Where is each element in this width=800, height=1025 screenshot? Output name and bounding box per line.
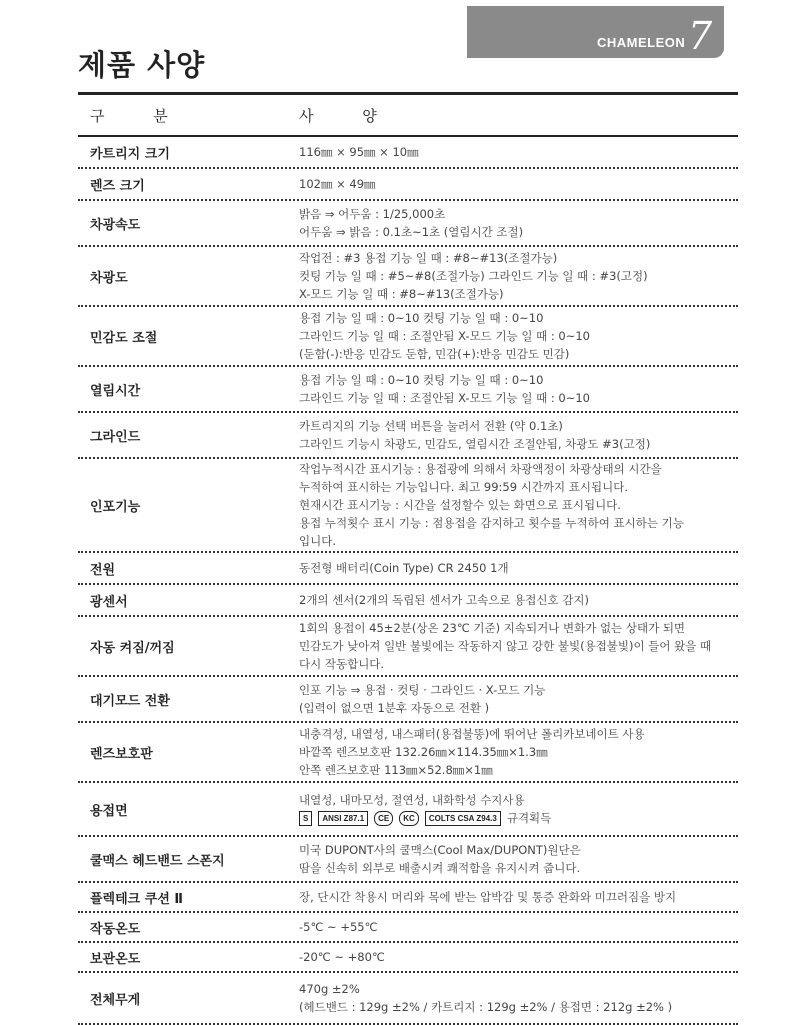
spec-value <box>299 913 738 941</box>
spec-value <box>299 973 738 1023</box>
spec-row <box>78 307 738 367</box>
spec-label: 광센서 <box>90 594 128 610</box>
spec-label: 전원 <box>90 562 116 578</box>
spec-label: 그라인드 <box>90 429 141 445</box>
spec-value <box>299 367 738 411</box>
certification-badge: COLTS CSA Z94.3 <box>425 811 501 826</box>
spec-label: 쿨맥스 헤드밴드 스폰지 <box>90 853 225 869</box>
spec-row <box>78 913 738 943</box>
certification-badge: CE <box>374 811 393 826</box>
spec-label: 자동 켜짐/꺼짐 <box>90 640 175 656</box>
spec-label: 렌즈 크기 <box>90 178 145 194</box>
spec-value-line: X-모드 기능 일 때 : #8~#13(조절가능) <box>299 287 504 301</box>
spec-value-line: -5℃ ~ +55℃ <box>299 920 378 934</box>
spec-value-line: 그라인드 기능시 차광도, 민감도, 열림시간 조절안됨, 차광도 #3(고정) <box>299 437 651 451</box>
spec-value <box>299 413 738 457</box>
spec-value-line: 그라인드 기능 일 때 : 조절안됨 X-모드 기능 일 때 : 0~10 <box>299 329 590 343</box>
spec-value <box>299 617 738 675</box>
brand-tab <box>467 6 724 58</box>
spec-value <box>299 307 738 365</box>
spec-row <box>78 783 738 837</box>
spec-row <box>78 169 738 201</box>
spec-value-line: 장, 단시간 착용시 머리와 목에 받는 압박감 및 통증 완화와 미끄러짐을 방지 <box>299 890 677 904</box>
spec-row <box>78 137 738 169</box>
spec-label: 민감도 조절 <box>90 330 158 346</box>
spec-value-line: 용접 기능 일 때 : 0~10 컷팅 기능 일 때 : 0~10 <box>299 373 544 387</box>
certification-text: 규격획득 <box>506 811 552 825</box>
spec-row <box>78 943 738 973</box>
spec-row <box>78 201 738 247</box>
spec-value-line: 용접 기능 일 때 : 0~10 컷팅 기능 일 때 : 0~10 <box>299 311 544 325</box>
spec-value-line: (헤드밴드 : 129g ±2% / 카트리지 : 129g ±2% / 용접면 : 212g ±2% ) <box>299 1000 673 1014</box>
spec-value-line: 2개의 센서(2개의 독립된 센서가 고속으로 용접신호 감지) <box>299 593 589 607</box>
spec-value-line: 동전형 배터리(Coin Type) CR 2450 1개 <box>299 561 509 575</box>
spec-value-line: 입니다. <box>299 534 336 548</box>
spec-row <box>78 973 738 1025</box>
spec-value-line: 그라인드 기능 일 때 : 조절안됨 X-모드 기능 일 때 : 0~10 <box>299 391 590 405</box>
spec-row <box>78 883 738 913</box>
spec-row <box>78 367 738 413</box>
spec-value-line: 다시 작동합니다. <box>299 657 385 671</box>
spec-value <box>299 837 738 881</box>
spec-value-line: 116㎜ × 95㎜ × 10㎜ <box>299 145 419 159</box>
spec-label: 대기모드 전환 <box>90 693 170 709</box>
spec-row <box>78 723 738 783</box>
spec-row <box>78 585 738 617</box>
spec-value <box>299 723 738 781</box>
spec-value <box>299 585 738 615</box>
spec-value-line: 바깥쪽 렌즈보호판 132.26㎜×114.35㎜×1.3㎜ <box>299 745 548 759</box>
spec-rows <box>78 137 738 1025</box>
spec-row <box>78 413 738 459</box>
spec-value-line: (둔함(-):반응 민감도 둔함, 민감(+):반응 민감도 민감) <box>299 347 570 361</box>
spec-value-line: 인포 기능 ⇒ 용접 · 컷팅 · 그라인드 · X-모드 기능 <box>299 683 546 697</box>
spec-value-line: 밝음 ⇒ 어두움 : 1/25,000초 <box>299 207 446 221</box>
spec-value <box>299 553 738 583</box>
spec-value-line: (입력이 없으면 1분후 자동으로 전환 ) <box>299 701 490 715</box>
spec-value-line: 누적하여 표시하는 기능입니다. 최고 99:59 시간까지 표시됩니다. <box>299 480 628 494</box>
brand-name: CHAMELEON <box>597 35 686 50</box>
spec-value-line: 미국 DUPONT사의 쿨맥스(Cool Max/DUPONT)원단은 <box>299 843 581 857</box>
spec-value <box>299 677 738 721</box>
spec-value <box>299 783 738 835</box>
spec-value-line: -20℃ ~ +80℃ <box>299 950 385 964</box>
spec-value-line: 안쪽 렌즈보호판 113㎜×52.8㎜×1㎜ <box>299 763 493 777</box>
spec-value-line: 카트리지의 기능 선택 버튼을 눌러서 전환 (약 0.1초) <box>299 419 563 433</box>
spec-label: 전체무게 <box>90 992 141 1008</box>
brand-number: 7 <box>688 14 713 58</box>
spec-row <box>78 553 738 585</box>
certification-badge: S <box>299 811 312 826</box>
spec-row <box>78 617 738 677</box>
spec-row <box>78 837 738 883</box>
spec-value-line: 내충격성, 내열성, 내스패터(용접불똥)에 뛰어난 폴리카보네이트 사용 <box>299 727 645 741</box>
spec-value-line: 땀을 신속히 외부로 배출시켜 쾌적함을 유지시켜 줍니다. <box>299 861 581 875</box>
spec-value <box>299 459 738 551</box>
spec-row <box>78 247 738 307</box>
spec-label: 렌즈보호판 <box>90 746 153 762</box>
spec-label: 카트리지 크기 <box>90 146 170 162</box>
spec-value <box>299 883 738 911</box>
spec-label: 인포기능 <box>90 499 141 515</box>
spec-label: 작동온도 <box>90 921 141 937</box>
spec-value <box>299 943 738 971</box>
header-spec: 사 양 <box>299 107 399 125</box>
spec-value-line: 102㎜ × 49㎜ <box>299 177 376 191</box>
spec-value-line: 작업누적시간 표시기능 : 용접광에 의해서 차광액정이 차광상태의 시간을 <box>299 462 662 476</box>
spec-value-line: 1회의 용접이 45±2분(상온 23℃ 기준) 지속되거나 변화가 없는 상태가 되면 <box>299 621 686 635</box>
spec-label: 용접면 <box>90 803 128 819</box>
certification-badge: KC <box>399 811 419 826</box>
spec-label: 보관온도 <box>90 951 141 967</box>
header-category: 구 분 <box>90 107 190 125</box>
table-header <box>78 92 738 137</box>
spec-value-line: 컷팅 기능 일 때 : #5~#8(조절가능) 그라인드 기능 일 때 : #3(고정) <box>299 269 648 283</box>
certification-line <box>299 809 738 827</box>
spec-value-line: 용접 누적횟수 표시 기능 : 점용접을 감지하고 횟수를 누적하여 표시하는 기능 <box>299 516 684 530</box>
spec-row <box>78 677 738 723</box>
spec-value-line: 어두움 ⇒ 밝음 : 0.1초~1초 (열림시간 조절) <box>299 225 524 239</box>
spec-label: 플렉테크 쿠션 Ⅱ <box>90 891 183 907</box>
spec-value <box>299 137 738 167</box>
spec-value-line: 내열성, 내마모성, 절연성, 내화학성 수지사용 <box>299 793 525 807</box>
spec-label: 열림시간 <box>90 383 141 399</box>
page-title: 제품 사양 <box>78 48 206 82</box>
spec-table <box>78 92 738 1025</box>
spec-value-line: 현재시간 표시기능 : 시간을 설정할수 있는 화면으로 표시됩니다. <box>299 498 621 512</box>
certification-badge: ANSI Z87.1 <box>318 811 368 826</box>
spec-value <box>299 169 738 199</box>
spec-value <box>299 247 738 305</box>
spec-label: 차광도 <box>90 270 128 286</box>
spec-value-line: 민감도가 낮아져 일반 불빛에는 작동하지 않고 강한 불빛(용접불빛)이 들어 왔을 때 <box>299 639 712 653</box>
spec-value <box>299 201 738 245</box>
spec-row <box>78 459 738 553</box>
spec-label: 차광속도 <box>90 217 141 233</box>
spec-value-line: 470g ±2% <box>299 982 360 996</box>
spec-value-line: 작업전 : #3 용접 기능 일 때 : #8~#13(조절가능) <box>299 251 558 265</box>
